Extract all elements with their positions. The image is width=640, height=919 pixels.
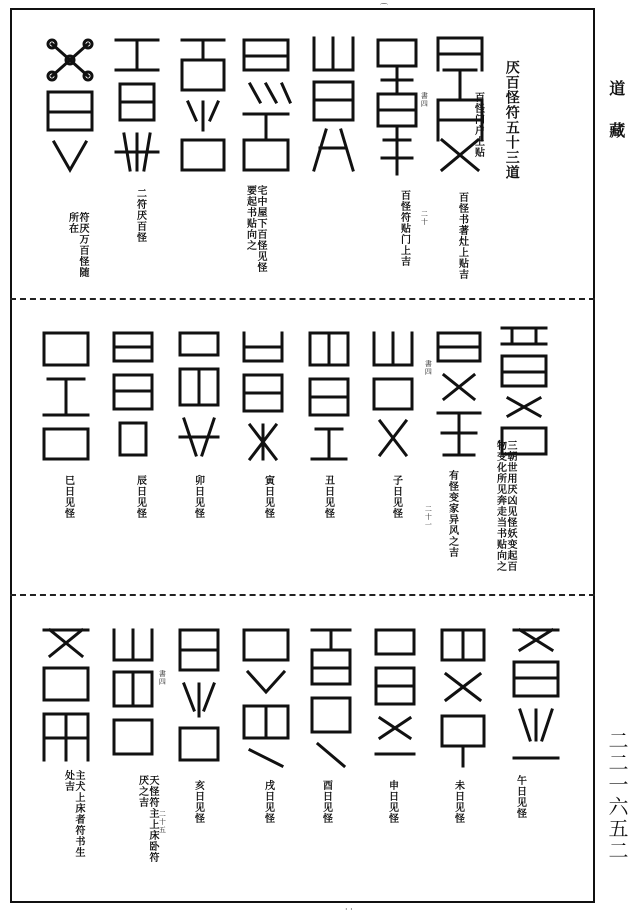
talisman-glyph — [106, 325, 161, 465]
folio-number: 二十五 — [158, 810, 167, 834]
talisman-glyph — [432, 325, 487, 465]
scan-mark-bottom: · · — [345, 905, 353, 914]
caption: 申日见怪 — [386, 780, 398, 824]
caption: 有怪变家异风之吉 — [446, 470, 458, 558]
caption: 丑日见怪 — [322, 475, 334, 519]
talisman-glyph — [110, 30, 165, 180]
panel-divider-2 — [10, 594, 595, 596]
caption: 主犬上床者符书生处吉 — [62, 770, 84, 858]
talisman-glyph — [372, 30, 422, 180]
caption: 午日见怪 — [514, 775, 526, 819]
caption: 戌日见怪 — [262, 780, 274, 824]
talisman-glyph — [306, 30, 361, 180]
caption: 百怪符贴门上吉 — [398, 190, 410, 267]
caption: 卯日见怪 — [192, 475, 204, 519]
folio-small: 書四 — [424, 360, 433, 376]
caption: 天怪符主上床卧符厌之吉 — [136, 775, 158, 863]
talisman-glyph — [506, 620, 566, 770]
caption: 三朝世用厌凶见怪妖变起百物变化所见奔走当书贴向之 — [494, 440, 516, 572]
talisman-glyph — [366, 325, 421, 465]
caption: 未日见怪 — [452, 780, 464, 824]
scan-mark-top: ⌒ — [380, 3, 388, 12]
caption: 辰日见怪 — [134, 475, 146, 519]
caption: 酉日见怪 — [320, 780, 332, 824]
talisman-glyph — [430, 30, 490, 180]
talisman-glyph — [36, 325, 96, 465]
caption: 宅中屋下百怪见怪要起书贴向之 — [244, 185, 266, 273]
folio-number: 二十 — [420, 210, 429, 226]
folio-number: 二十一 — [424, 505, 433, 529]
talisman-glyph — [436, 620, 491, 770]
talisman-glyph — [368, 620, 423, 770]
talisman-glyph — [236, 30, 296, 180]
book-title: 道藏 — [606, 80, 626, 164]
talisman-glyph — [494, 320, 554, 460]
section-heading: 厌百怪符五十三道 — [503, 60, 520, 180]
caption: 百怪门户上贴 — [472, 92, 484, 158]
talisman-glyph — [106, 620, 161, 770]
talisman-glyph — [172, 325, 227, 465]
caption: 亥日见怪 — [192, 780, 204, 824]
talisman-glyph — [36, 620, 96, 770]
caption: 二符厌百怪 — [134, 188, 146, 243]
talisman-glyph — [304, 620, 359, 770]
panel-divider-1 — [10, 298, 595, 300]
talisman-glyph — [176, 30, 231, 180]
caption: 子日见怪 — [390, 475, 402, 519]
talisman-glyph — [302, 325, 357, 465]
caption: 寅日见怪 — [262, 475, 274, 519]
talisman-glyph — [236, 620, 296, 770]
talisman-glyph — [40, 30, 100, 180]
folio-small: 書四 — [158, 670, 167, 686]
page-number: 二二一六五二 — [605, 730, 629, 862]
talisman-glyph — [172, 620, 227, 770]
folio-small: 書四 — [420, 92, 429, 108]
talisman-glyph — [236, 325, 291, 465]
caption: 符厌万百怪随所在 — [66, 212, 88, 278]
caption: 百怪书著灶上贴吉 — [456, 192, 468, 280]
caption: 巳日见怪 — [62, 475, 74, 519]
